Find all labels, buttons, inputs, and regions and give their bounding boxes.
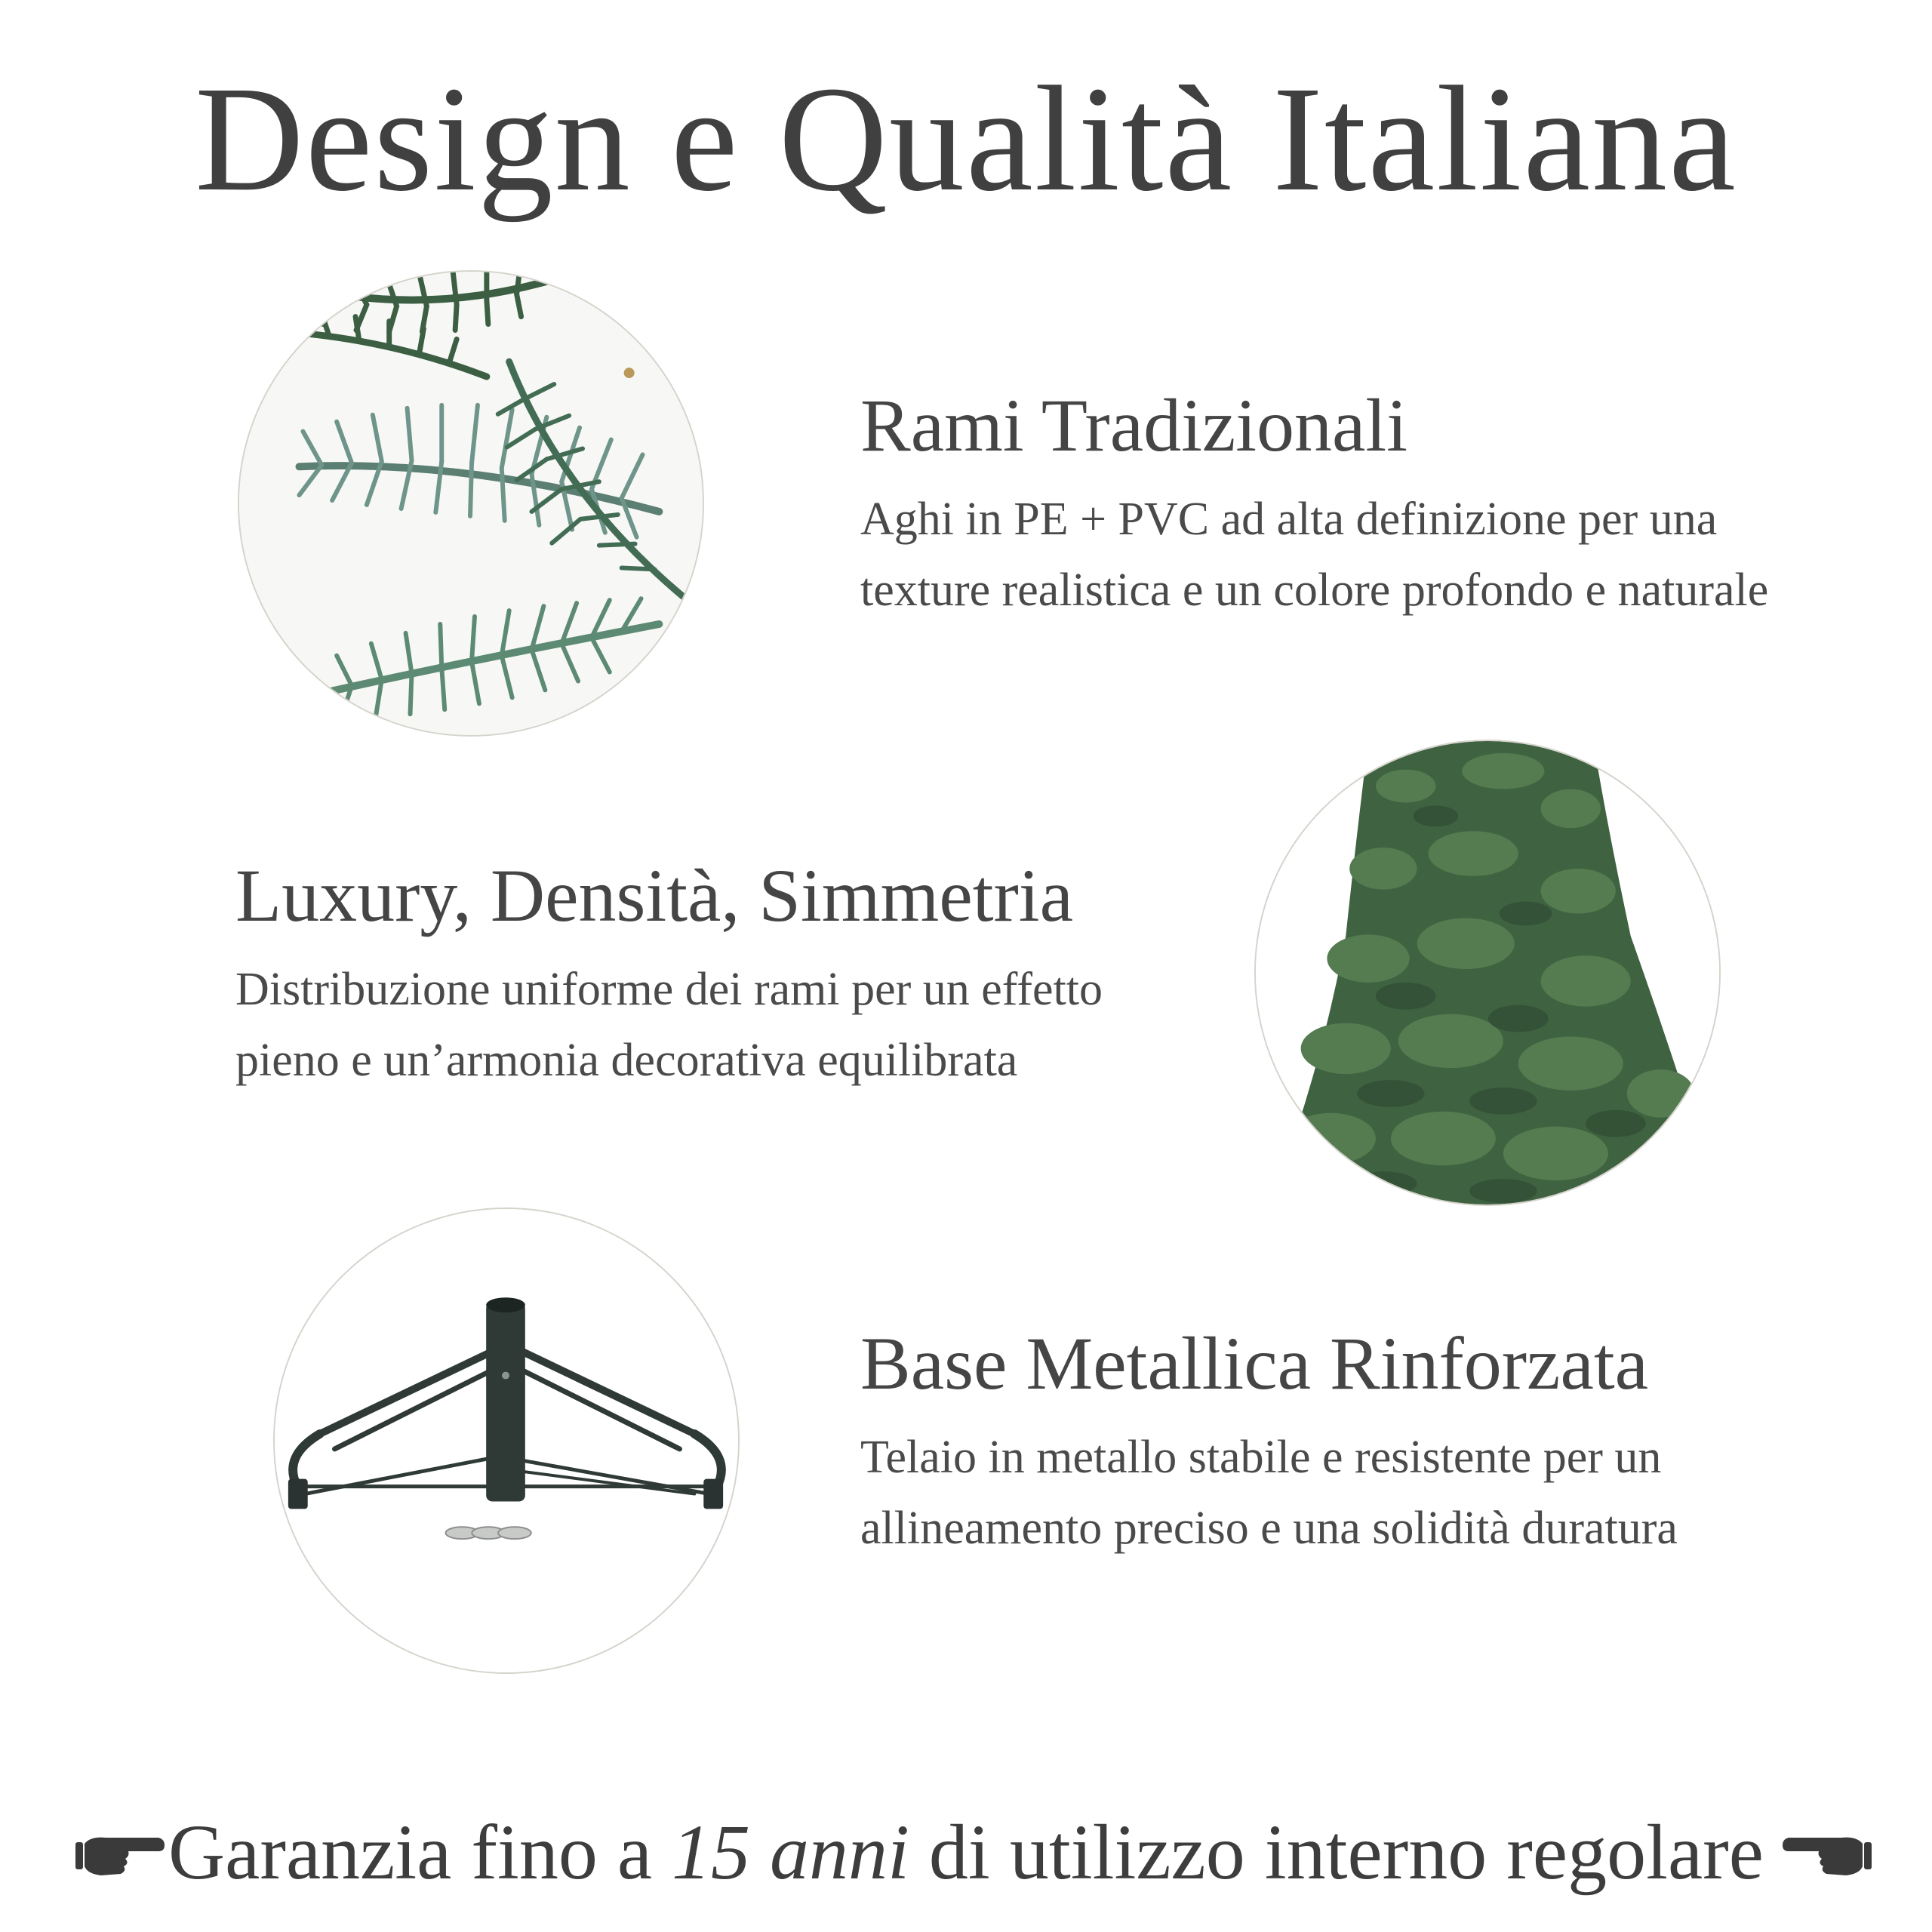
warranty-footer	[0, 1800, 1932, 1906]
warranty-years: 15	[672, 1809, 751, 1896]
feature-base-metallica	[860, 1319, 1678, 1564]
feature-description-line: Aghi in PE + PVC ad alta definizione per una	[860, 494, 1718, 545]
feature-description-line: Telaio in metallo stabile e resistente per un	[860, 1432, 1662, 1483]
feature-title: Rami Tradizionali	[860, 383, 1407, 467]
christmas-tree-image	[1254, 740, 1721, 1206]
feature-luxury-densita-simmetria	[235, 851, 1103, 1096]
metal-stand-image	[273, 1208, 740, 1674]
pointing-hand-icon	[1781, 1829, 1872, 1881]
feature-rami-tradizionali	[860, 381, 1768, 626]
feature-description-line: pieno e un’armonia decorativa equilibrata	[235, 1035, 1018, 1086]
warranty-text-start: Garanzia fino a	[168, 1809, 672, 1896]
feature-description	[235, 954, 1103, 1096]
feature-description	[860, 1422, 1678, 1564]
warranty-text	[0, 1800, 1932, 1906]
pine-branch-image	[238, 270, 704, 737]
warranty-text-end: di utilizzo interno regolare	[909, 1809, 1764, 1896]
warranty-unit: anni	[770, 1809, 909, 1896]
feature-description	[860, 484, 1768, 626]
feature-title: Base Metallica Rinforzata	[860, 1321, 1648, 1405]
feature-description-line: Distribuzione uniforme dei rami per un effetto	[235, 964, 1103, 1015]
feature-description-line: allineamento preciso e una solidità duratura	[860, 1503, 1678, 1554]
page-title: Design e Qualità Italiana	[195, 56, 1737, 223]
feature-description-line: texture realistica e un colore profondo e naturale	[860, 565, 1769, 616]
feature-title: Luxury, Densità, Simmetria	[235, 854, 1073, 937]
